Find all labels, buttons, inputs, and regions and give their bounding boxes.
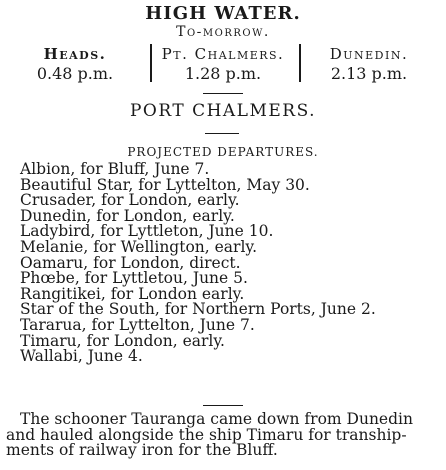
section-rule — [203, 93, 243, 94]
title-rule — [205, 133, 239, 134]
departure-item: Ladybird, for Lyttleton, June 10. — [20, 222, 274, 241]
departure-item: Phœbe, for Lyttletou, June 5. — [20, 269, 248, 288]
departure-item: Beautiful Star, for Lyttelton, May 30. — [20, 175, 310, 194]
news-line: and hauled alongside the ship Timaru for tranship- — [6, 425, 407, 444]
port-chalmers-title: PORT CHALMERS. — [129, 101, 317, 121]
tide-heads — [0, 45, 150, 83]
tide-dunedin — [294, 45, 444, 83]
tide-place-dunedin: Dunedin. — [329, 45, 409, 63]
projected-departures-title: PROJECTED DEPARTURES. — [127, 145, 319, 159]
news-rule — [203, 405, 243, 406]
departure-item: Star of the South, for Northern Ports, June 2. — [20, 300, 376, 319]
news-line: The schooner Tauranga came down from Dunedin — [20, 410, 413, 428]
high-water-title: HIGH WATER. — [145, 3, 301, 24]
news-line: ments of railway iron for the Bluff. — [6, 441, 278, 459]
tide-place-port-chalmers: Pt. Chalmers. — [161, 45, 285, 63]
high-water-subtitle: To-morrow. — [176, 24, 270, 40]
departure-item: Crusader, for London, early. — [20, 191, 240, 210]
departure-item: Timaru, for London, early. — [20, 331, 225, 350]
departure-item: Oamaru, for London, direct. — [20, 253, 241, 272]
tide-time-port-chalmers: 1.28 p.m. — [184, 64, 262, 83]
tide-place-heads: Heads. — [43, 45, 107, 63]
departure-item: Melanie, for Wellington, early. — [20, 238, 258, 256]
departure-item: Dunedin, for London, early. — [20, 206, 235, 225]
departure-item: Rangitikei, for London early. — [20, 284, 245, 303]
tide-time-dunedin: 2.13 p.m. — [330, 64, 408, 83]
departure-item: Albion, for Bluff, June 7. — [20, 160, 210, 178]
tide-time-heads: 0.48 p.m. — [36, 64, 114, 83]
departure-item: Wallabi, June 4. — [20, 347, 143, 366]
tide-port-chalmers — [148, 45, 298, 83]
departure-item: Tararua, for Lyttelton, June 7. — [20, 316, 255, 334]
